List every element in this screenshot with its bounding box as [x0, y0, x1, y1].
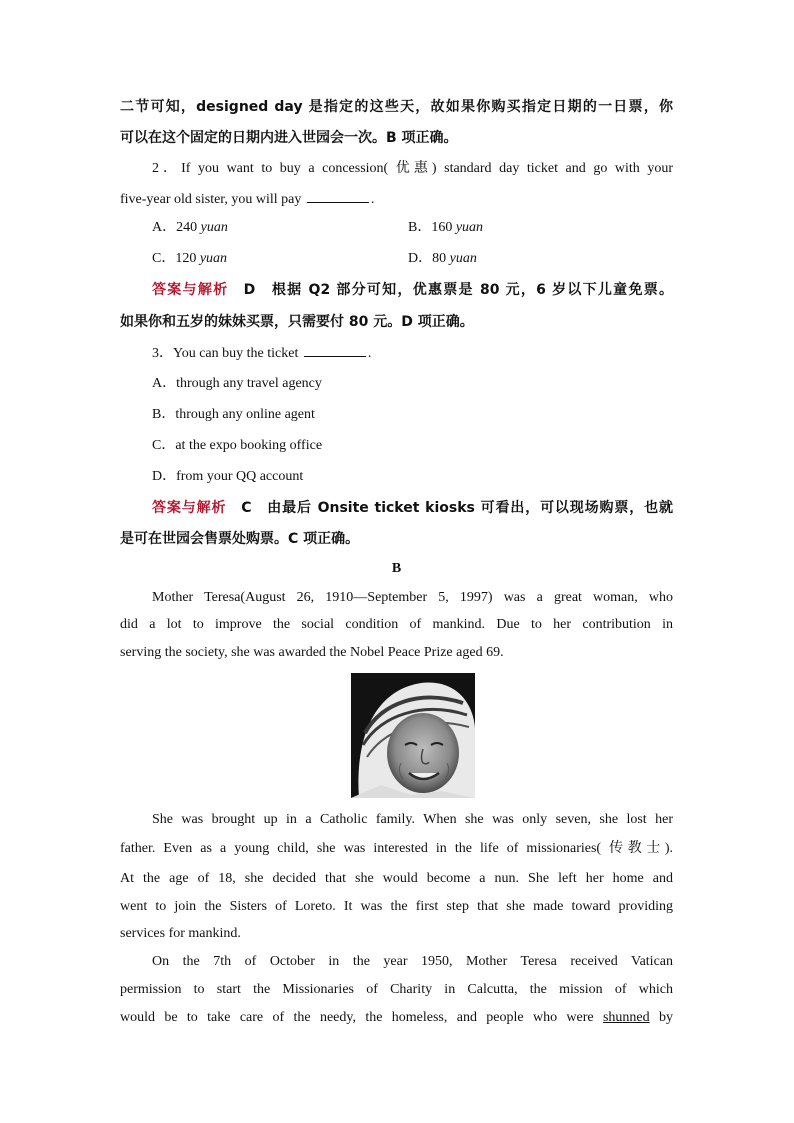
para3-line-1: On the 7th of October in the year 1950, Mother Teresa received Vatican [152, 954, 673, 969]
para3-line-3 [120, 1009, 673, 1027]
section-heading: B [391, 561, 402, 576]
para1-line-2: did a lot to improve the social condition of mankind. Due to her contribution in [120, 617, 673, 632]
q2-answer-blank [307, 190, 369, 203]
q2-option-c [152, 250, 227, 268]
intro-line-2: 可以在这个固定的日期内进入世园会一次。B 项正确。 [120, 130, 458, 146]
q2-option-d [408, 250, 477, 268]
para2-line-1: She was brought up in a Catholic family. When she was only seven, she lost her [152, 812, 673, 827]
q2-option-a-label: A．240 [152, 220, 201, 235]
para1-line-1: Mother Teresa(August 26, 1910—September 5, 1997) was a great woman, who [152, 590, 673, 605]
para2-line-2: father. Even as a young child, she was interested in the life of missionaries( 传教士). [120, 841, 673, 856]
q3-answer-line-2: 是可在世园会售票处购票。C 项正确。 [120, 531, 360, 547]
para1-line-3: serving the society, she was awarded the Nobel Peace Prize aged 69. [120, 645, 504, 660]
portrait-photo [351, 673, 475, 798]
q2-stem-line-2 [120, 190, 673, 209]
q3-answer-tag: 答案与解析 [152, 500, 227, 516]
intro-line-1: 二节可知，designed day 是指定的这些天，故如果你购买指定日期的一日票，你 [120, 99, 673, 115]
para3-line-2: permission to start the Missionaries of Charity in Calcutta, the mission of which [120, 982, 673, 997]
q3-stem [152, 344, 673, 363]
q2-answer-tag: 答案与解析 [152, 282, 229, 298]
q3-option-b: B．through any online agent [152, 407, 315, 422]
q2-stem-line-1: 2．If you want to buy a concession( 优惠) standard day ticket and go with your [152, 161, 673, 176]
q2-stem-text: five-year old sister, you will pay [120, 192, 302, 207]
q2-answer-line-2: 如果你和五岁的妹妹买票，只需要付 80 元。D 项正确。 [120, 314, 474, 330]
q2-option-b-unit: yuan [455, 220, 484, 235]
q3-option-a: A．through any travel agency [152, 376, 322, 391]
q3-option-d: D．from your QQ account [152, 469, 304, 484]
q2-option-a-unit: yuan [200, 220, 228, 235]
q2-option-c-unit: yuan [199, 251, 228, 266]
q3-answer-blank [304, 344, 366, 357]
q2-stem-end: . [370, 192, 375, 207]
q3-option-c: C．at the expo booking office [152, 438, 323, 453]
q2-answer-text-1: D 根据 Q2 部分可知，优惠票是 80 元，6 岁以下儿童免票。 [243, 282, 674, 298]
para3-line-3-text: would be to take care of the needy, the homeless, and people who were [120, 1010, 594, 1025]
para3-line-3-end: by [649, 1010, 674, 1025]
q2-option-c-label: C．120 [152, 251, 200, 266]
q2-option-d-unit: yuan [449, 251, 477, 266]
q2-option-b [408, 219, 483, 237]
q2-option-d-label: D．80 [408, 251, 450, 266]
q2-answer-line-1 [152, 281, 673, 299]
para2-line-3: At the age of 18, she decided that she would become a nun. She left her home and [120, 871, 673, 886]
para2-line-5: services for mankind. [120, 926, 241, 941]
q2-option-a [152, 219, 228, 237]
q3-answer-line-1 [152, 499, 673, 517]
para2-line-4: went to join the Sisters of Loreto. It was the first step that she made toward providing [120, 899, 673, 914]
q2-option-b-label: B．160 [408, 220, 456, 235]
portrait-photo-illustration [351, 673, 475, 798]
q3-stem-text: 3．You can buy the ticket [152, 346, 299, 361]
underlined-word: shunned [602, 1010, 650, 1025]
q3-stem-end: . [367, 346, 372, 361]
q3-answer-text-1: C 由最后 Onsite ticket kiosks 可看出，可以现场购票，也就 [241, 500, 674, 516]
